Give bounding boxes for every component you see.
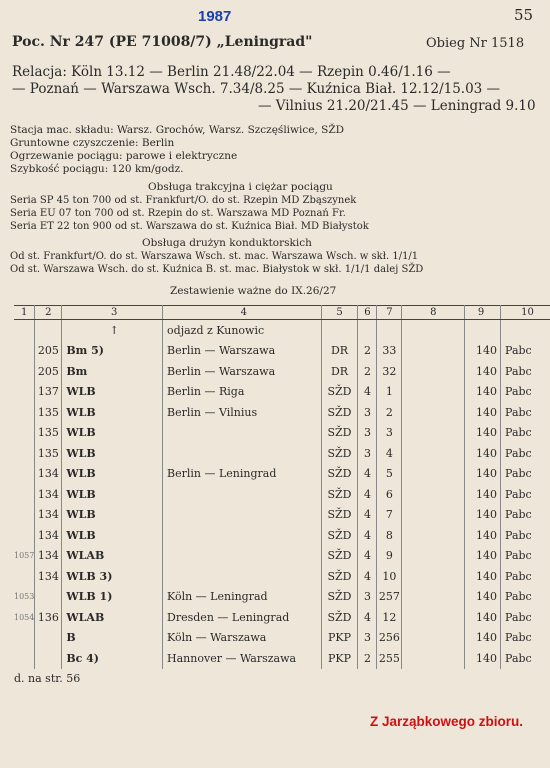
table-cell-c2: 134 bbox=[35, 525, 62, 546]
table-header-row bbox=[14, 306, 550, 320]
table-cell-c4 bbox=[163, 546, 322, 567]
table-cell-c4: Köln — Leningrad bbox=[163, 587, 322, 608]
page-number: 55 bbox=[514, 6, 534, 24]
table-cell-c6: 2 bbox=[358, 341, 377, 362]
year-label: 1987 bbox=[198, 8, 232, 25]
table-cell-c4 bbox=[163, 505, 322, 526]
table-cell-c5: DR bbox=[321, 341, 358, 362]
info-line: Ogrzewanie pociągu: parowe i elektryczne bbox=[10, 150, 238, 162]
crew-heading: Obsługa drużyn konduktorskich bbox=[142, 237, 312, 249]
table-cell-c10: Pabc bbox=[505, 651, 532, 665]
table-body bbox=[14, 320, 550, 669]
table-cell-c10: Pabc bbox=[505, 467, 532, 481]
table-cell-c6: 3 bbox=[358, 587, 377, 608]
table-cell-c5: SŽD bbox=[321, 423, 358, 444]
table-row bbox=[14, 628, 550, 649]
table-cell-c9: 140 bbox=[465, 402, 501, 423]
table-cell-c1 bbox=[14, 464, 35, 485]
relacja-line-2: — Poznań — Warszawa Wsch. 7.34/8.25 — Kuźnica Biał. 12.12/15.03 — bbox=[12, 81, 501, 97]
table-cell-c4: odjazd z Kunowic bbox=[163, 320, 322, 341]
relacja-line-3: — Vilnius 21.20/21.45 — Leningrad 9.10 bbox=[258, 98, 536, 114]
composition-heading: Zestawienie ważne do IX.26/27 bbox=[170, 285, 337, 297]
table-cell-c2: 135 bbox=[35, 402, 62, 423]
table-cell-c2: 137 bbox=[35, 382, 62, 403]
crew-line: Od st. Warszawa Wsch. do st. Kuźnica B. st. mac. Białystok w skł. 1/1/1 dalej SŽD bbox=[10, 264, 424, 275]
table-cell-c8 bbox=[402, 402, 465, 423]
table-cell-c7: 257 bbox=[377, 587, 402, 608]
header-cell: 10 bbox=[501, 306, 550, 320]
table-cell-c8 bbox=[402, 361, 465, 382]
table-cell-c5: SŽD bbox=[321, 402, 358, 423]
table-cell-c6: 2 bbox=[358, 648, 377, 669]
table-cell-c3: WLB bbox=[62, 525, 163, 546]
table-cell-c8 bbox=[402, 566, 465, 587]
table-cell-c3: WLAB bbox=[62, 546, 163, 567]
table-cell-c5: SŽD bbox=[321, 546, 358, 567]
header-cell: 6 bbox=[358, 306, 377, 320]
table-cell-c6: 4 bbox=[358, 505, 377, 526]
table-cell-c1 bbox=[14, 505, 35, 526]
table-cell-c8 bbox=[402, 341, 465, 362]
table-cell-c9: 140 bbox=[465, 607, 501, 628]
table-row bbox=[14, 341, 550, 362]
table-cell-c2: 205 bbox=[35, 361, 62, 382]
table-cell-c4 bbox=[163, 566, 322, 587]
table-cell-c7: 32 bbox=[377, 361, 402, 382]
table-cell-c8 bbox=[402, 423, 465, 444]
traction-heading: Obsługa trakcyjna i ciężar pociągu bbox=[148, 181, 333, 193]
table-cell-c1 bbox=[14, 361, 35, 382]
table-cell-c5: SŽD bbox=[321, 464, 358, 485]
table-row bbox=[14, 484, 550, 505]
table-cell-c9: 140 bbox=[465, 628, 501, 649]
header-cell: 5 bbox=[321, 306, 358, 320]
table-cell-c8 bbox=[402, 525, 465, 546]
header-cell: 8 bbox=[402, 306, 465, 320]
table-cell-c4 bbox=[163, 443, 322, 464]
table-cell-c10: Pabc bbox=[505, 364, 532, 378]
table-row bbox=[14, 546, 550, 567]
table-cell-c8 bbox=[402, 484, 465, 505]
table-cell-c7: 33 bbox=[377, 341, 402, 362]
table-cell-c9: 140 bbox=[465, 587, 501, 608]
header-cell: 9 bbox=[465, 306, 501, 320]
table-cell-c10: Pabc bbox=[505, 528, 532, 542]
table-cell-c1 bbox=[14, 320, 35, 341]
table-cell-c2 bbox=[35, 648, 62, 669]
table-cell-c5: SŽD bbox=[321, 587, 358, 608]
traction-line: Seria EU 07 ton 700 od st. Rzepin do st. Warszawa MD Poznań Fr. bbox=[10, 208, 346, 219]
table-cell-c7: 7 bbox=[377, 505, 402, 526]
table-cell-c2: 135 bbox=[35, 423, 62, 444]
table-cell-c8 bbox=[402, 443, 465, 464]
table-cell-c2 bbox=[35, 320, 62, 341]
table-cell-c7: 8 bbox=[377, 525, 402, 546]
table-cell-c4: Berlin — Vilnius bbox=[163, 402, 322, 423]
table-cell-c2: 134 bbox=[35, 484, 62, 505]
table-cell-c7: 1 bbox=[377, 382, 402, 403]
table-cell-c6: 4 bbox=[358, 484, 377, 505]
table-cell-c9: 140 bbox=[465, 464, 501, 485]
table-row bbox=[14, 525, 550, 546]
table-cell-c9: 140 bbox=[465, 484, 501, 505]
table-cell-c9: 140 bbox=[465, 648, 501, 669]
table-cell-c10: Pabc bbox=[505, 426, 532, 440]
table-cell-c1 bbox=[14, 628, 35, 649]
table-cell-c8 bbox=[402, 587, 465, 608]
table-cell-c3: WLB bbox=[62, 382, 163, 403]
table-cell-c4: Köln — Warszawa bbox=[163, 628, 322, 649]
table-row bbox=[14, 423, 550, 444]
table-cell-c4: Berlin — Leningrad bbox=[163, 464, 322, 485]
table-cell-c9: 140 bbox=[465, 382, 501, 403]
table-cell-c3: WLAB bbox=[62, 607, 163, 628]
table-cell-c1 bbox=[14, 382, 35, 403]
table-cell-c9: 140 bbox=[465, 546, 501, 567]
table-cell-c8 bbox=[402, 464, 465, 485]
table-row bbox=[14, 648, 550, 669]
table-cell-c3: WLB bbox=[62, 464, 163, 485]
table-cell-c2 bbox=[35, 587, 62, 608]
table-cell-c7: 12 bbox=[377, 607, 402, 628]
table-cell-c6: 4 bbox=[358, 382, 377, 403]
table-cell-c10: Pabc bbox=[505, 569, 532, 583]
table-cell-c4: Hannover — Warszawa bbox=[163, 648, 322, 669]
info-line: Szybkość pociągu: 120 km/godz. bbox=[10, 163, 184, 175]
table-cell-c1: 1053 bbox=[14, 587, 35, 608]
table-cell-c6: 3 bbox=[358, 423, 377, 444]
traction-line: Seria ET 22 ton 900 od st. Warszawa do st. Kuźnica Biał. MD Białystok bbox=[10, 221, 369, 232]
table-cell-c2: 134 bbox=[35, 505, 62, 526]
table-cell-c6: 4 bbox=[358, 525, 377, 546]
table-cell-c4: Dresden — Leningrad bbox=[163, 607, 322, 628]
table-cell-c5: SŽD bbox=[321, 525, 358, 546]
table-row bbox=[14, 566, 550, 587]
traction-line: Seria SP 45 ton 700 od st. Frankfurt/O. do st. Rzepin MD Zbąszynek bbox=[10, 195, 357, 206]
table-cell-c3: WLB bbox=[62, 505, 163, 526]
table-cell-c10: Pabc bbox=[505, 405, 532, 419]
table-cell-c10: Pabc bbox=[505, 344, 532, 358]
table-cell-c1 bbox=[14, 423, 35, 444]
table-cell-c8 bbox=[402, 382, 465, 403]
table-cell-c7: 4 bbox=[377, 443, 402, 464]
table-cell-c7: 255 bbox=[377, 648, 402, 669]
table-cell-c6: 3 bbox=[358, 443, 377, 464]
footer-note: d. na str. 56 bbox=[14, 672, 81, 685]
table-cell-c4: Berlin — Warszawa bbox=[163, 341, 322, 362]
table-cell-c6 bbox=[358, 320, 377, 341]
table-cell-c2: 134 bbox=[35, 464, 62, 485]
table-cell-c10: Pabc bbox=[505, 590, 532, 604]
table-cell-c5: DR bbox=[321, 361, 358, 382]
table-cell-c2: 135 bbox=[35, 443, 62, 464]
header-cell: 3 bbox=[62, 306, 163, 320]
table-cell-c4 bbox=[163, 423, 322, 444]
header-cell: 1 bbox=[14, 306, 35, 320]
table-cell-c6: 2 bbox=[358, 361, 377, 382]
table-cell-c3: WLB bbox=[62, 443, 163, 464]
table-cell-c5: PKP bbox=[321, 628, 358, 649]
table-cell-c8 bbox=[402, 320, 465, 341]
table-row bbox=[14, 587, 550, 608]
obieg-number: Obieg Nr 1518 bbox=[426, 36, 525, 51]
table-row bbox=[14, 443, 550, 464]
table-cell-c10 bbox=[501, 320, 550, 341]
table-cell-c10: Pabc bbox=[505, 508, 532, 522]
table-cell-c6: 3 bbox=[358, 402, 377, 423]
table-cell-c9 bbox=[465, 320, 501, 341]
table-cell-c6: 4 bbox=[358, 546, 377, 567]
table-cell-c8 bbox=[402, 648, 465, 669]
table-cell-c10: Pabc bbox=[505, 549, 532, 563]
table-cell-c1 bbox=[14, 648, 35, 669]
table-cell-c5: SŽD bbox=[321, 484, 358, 505]
table-cell-c7: 6 bbox=[377, 484, 402, 505]
table-cell-c3: WLB bbox=[62, 423, 163, 444]
table-cell-c8 bbox=[402, 628, 465, 649]
table-cell-c5: PKP bbox=[321, 648, 358, 669]
table-cell-c8 bbox=[402, 505, 465, 526]
table-cell-c4 bbox=[163, 484, 322, 505]
table-cell-c6: 3 bbox=[358, 628, 377, 649]
table-cell-c3: WLB 3) bbox=[62, 566, 163, 587]
table-cell-c4 bbox=[163, 525, 322, 546]
table-cell-c7: 5 bbox=[377, 464, 402, 485]
relacja-line-1: Relacja: Köln 13.12 — Berlin 21.48/22.04 — Rzepin 0.46/1.16 — bbox=[12, 64, 451, 80]
table-row bbox=[14, 607, 550, 628]
table-cell-c1 bbox=[14, 443, 35, 464]
table-cell-c7: 2 bbox=[377, 402, 402, 423]
table-cell-c1 bbox=[14, 525, 35, 546]
crew-line: Od st. Frankfurt/O. do st. Warszawa Wsch. st. mac. Warszawa Wsch. w skł. 1/1/1 bbox=[10, 251, 419, 262]
table-cell-c3: B bbox=[62, 628, 163, 649]
header-cell: 2 bbox=[35, 306, 62, 320]
table-cell-c3: WLB 1) bbox=[62, 587, 163, 608]
table-cell-c2: 205 bbox=[35, 341, 62, 362]
table-cell-c1 bbox=[14, 341, 35, 362]
table-cell-c3: ↑ bbox=[62, 320, 163, 341]
table-row bbox=[14, 361, 550, 382]
info-line: Stacja mac. składu: Warsz. Grochów, Warsz. Szczęśliwice, SŽD bbox=[10, 124, 345, 136]
table-cell-c9: 140 bbox=[465, 423, 501, 444]
table-cell-c9: 140 bbox=[465, 341, 501, 362]
table-cell-c10: Pabc bbox=[505, 631, 532, 645]
table-cell-c9: 140 bbox=[465, 361, 501, 382]
table-cell-c3: WLB bbox=[62, 484, 163, 505]
table-cell-c1 bbox=[14, 402, 35, 423]
composition-table bbox=[14, 305, 550, 669]
table-cell-c5 bbox=[321, 320, 358, 341]
table-cell-c9: 140 bbox=[465, 525, 501, 546]
table-cell-c9: 140 bbox=[465, 566, 501, 587]
table-cell-c2: 136 bbox=[35, 607, 62, 628]
table-cell-c10: Pabc bbox=[505, 385, 532, 399]
table-cell-c1: 1057 bbox=[14, 546, 35, 567]
table-row bbox=[14, 464, 550, 485]
table-cell-c7: 10 bbox=[377, 566, 402, 587]
table-cell-c10: Pabc bbox=[505, 487, 532, 501]
table-cell-c5: SŽD bbox=[321, 607, 358, 628]
table-cell-c4: Berlin — Warszawa bbox=[163, 361, 322, 382]
header-cell: 4 bbox=[163, 306, 322, 320]
table-cell-c5: SŽD bbox=[321, 505, 358, 526]
table-cell-c7: 256 bbox=[377, 628, 402, 649]
table-cell-c2: 134 bbox=[35, 566, 62, 587]
table-cell-c9: 140 bbox=[465, 443, 501, 464]
table-cell-c1 bbox=[14, 484, 35, 505]
table-cell-c1: 1054 bbox=[14, 607, 35, 628]
table-cell-c10: Pabc bbox=[505, 610, 532, 624]
train-title: Poc. Nr 247 (PE 71008/7) „Leningrad" bbox=[12, 34, 313, 50]
table-row bbox=[14, 320, 550, 341]
table-cell-c6: 4 bbox=[358, 566, 377, 587]
table-row bbox=[14, 402, 550, 423]
info-line: Gruntowne czyszczenie: Berlin bbox=[10, 137, 175, 149]
table-cell-c1 bbox=[14, 566, 35, 587]
table-row bbox=[14, 505, 550, 526]
table-cell-c3: WLB bbox=[62, 402, 163, 423]
table-cell-c3: Bm bbox=[62, 361, 163, 382]
table-cell-c8 bbox=[402, 607, 465, 628]
table-row bbox=[14, 382, 550, 403]
table-cell-c9: 140 bbox=[465, 505, 501, 526]
table-cell-c5: SŽD bbox=[321, 382, 358, 403]
table-cell-c8 bbox=[402, 546, 465, 567]
table-cell-c3: Bc 4) bbox=[62, 648, 163, 669]
table-cell-c7 bbox=[377, 320, 402, 341]
table-cell-c5: SŽD bbox=[321, 443, 358, 464]
table-cell-c5: SŽD bbox=[321, 566, 358, 587]
table-cell-c4: Berlin — Riga bbox=[163, 382, 322, 403]
table-cell-c6: 4 bbox=[358, 464, 377, 485]
table-cell-c2: 134 bbox=[35, 546, 62, 567]
header-cell: 7 bbox=[377, 306, 402, 320]
credit-note: Z Jarząbkowego zbioru. bbox=[370, 714, 524, 729]
table-cell-c7: 3 bbox=[377, 423, 402, 444]
table-cell-c10: Pabc bbox=[505, 446, 532, 460]
table-cell-c7: 9 bbox=[377, 546, 402, 567]
table-cell-c2 bbox=[35, 628, 62, 649]
table-cell-c6: 4 bbox=[358, 607, 377, 628]
table-cell-c3: Bm 5) bbox=[62, 341, 163, 362]
